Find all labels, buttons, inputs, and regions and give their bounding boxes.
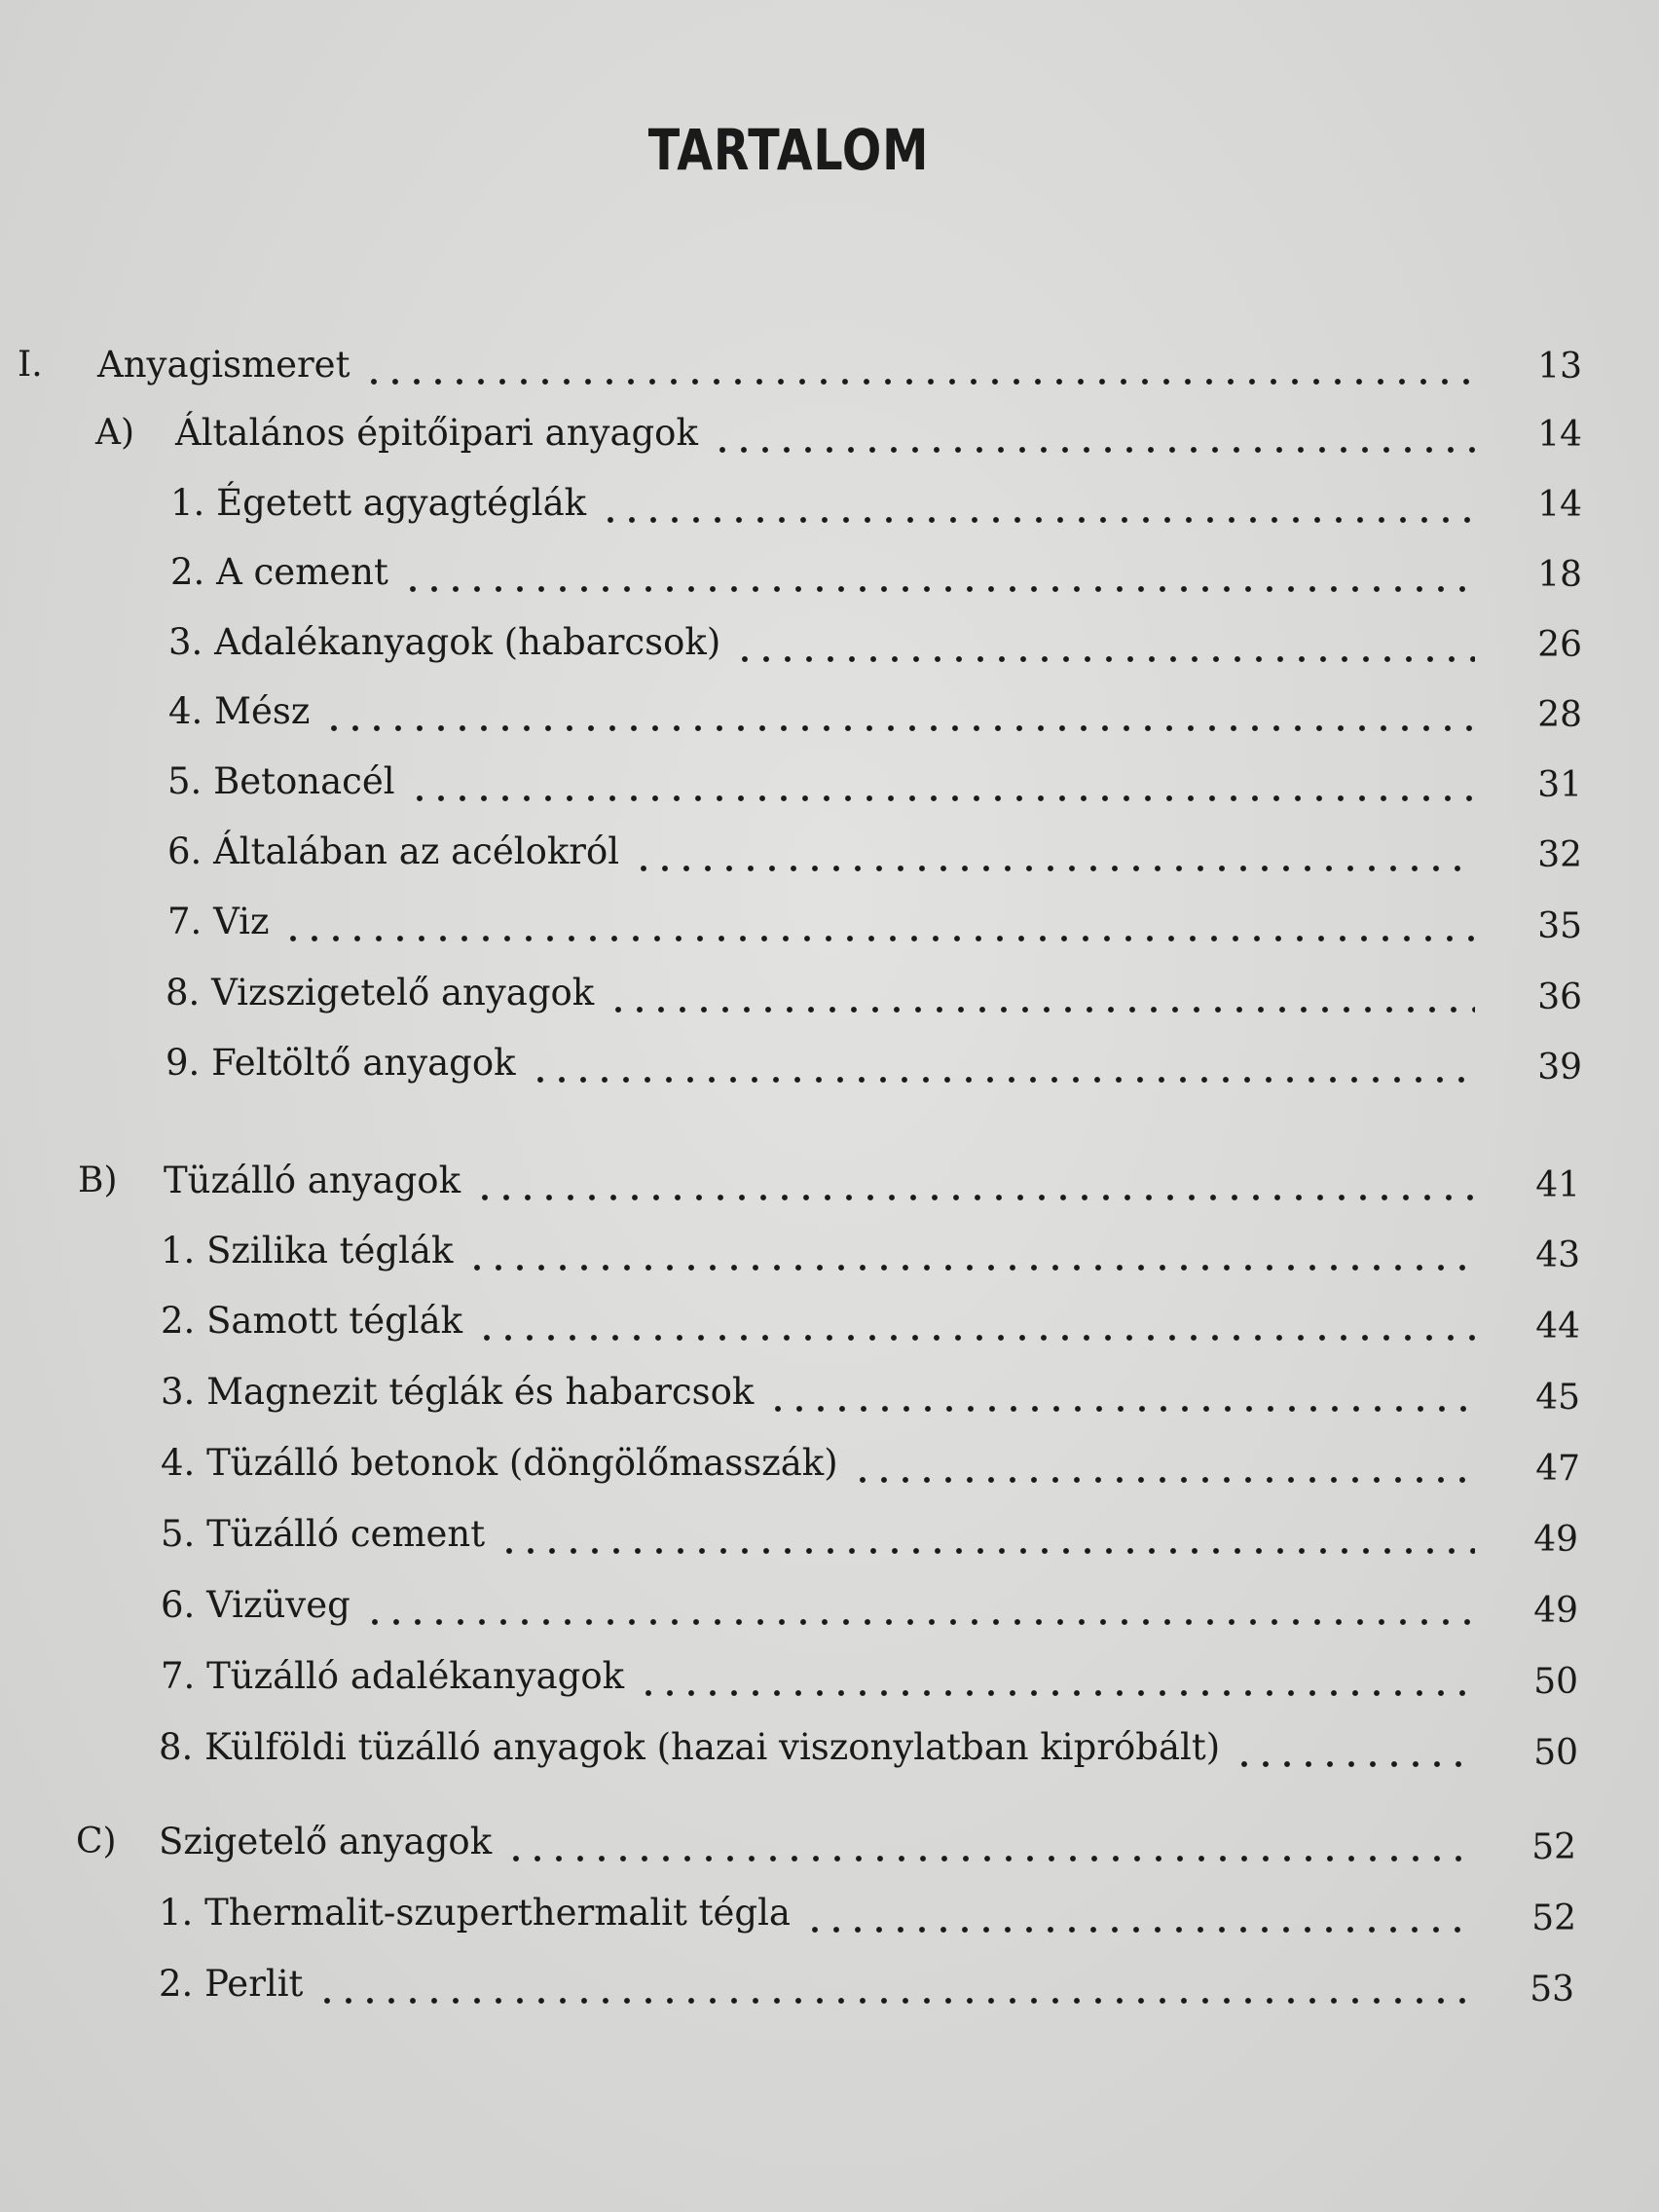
toc-page-number: 47	[1535, 1449, 1580, 1489]
toc-item-row	[166, 969, 1475, 1017]
toc-item-label: 1. Thermalit-szuperthermalit tégla	[159, 1892, 791, 1934]
toc-page-number: 50	[1533, 1662, 1578, 1702]
dot-leader	[712, 417, 1475, 456]
toc-page-number: 43	[1535, 1235, 1580, 1275]
toc-page-number: 53	[1530, 1970, 1574, 2009]
toc-page-number: 41	[1535, 1165, 1580, 1205]
toc-part-label: Anyagismeret	[97, 344, 350, 386]
toc-item-row	[166, 1039, 1475, 1088]
toc-section-label: Tüzálló anyagok	[164, 1160, 461, 1201]
dot-leader	[402, 556, 1475, 595]
toc-page-number: 32	[1537, 835, 1582, 875]
section-letter: A)	[95, 413, 135, 453]
toc-item-row	[170, 548, 1475, 597]
toc-section-row	[164, 1157, 1475, 1205]
dot-leader	[474, 1164, 1475, 1203]
dot-leader	[316, 1968, 1473, 2007]
toc-section-row	[159, 1818, 1473, 1866]
toc-item-label: 1. Égetett agyagtéglák	[170, 482, 587, 524]
toc-page-number: 13	[1537, 347, 1582, 387]
toc-item-label: 5. Tüzálló cement	[161, 1513, 486, 1555]
toc-page-number: 18	[1537, 555, 1582, 595]
toc-item-label: 7. Tüzálló adalékanyagok	[161, 1655, 625, 1697]
toc-page-number: 36	[1537, 977, 1582, 1017]
toc-item-row	[161, 1652, 1475, 1701]
dot-leader	[282, 905, 1475, 944]
toc-page-number: 35	[1537, 906, 1582, 946]
dot-leader	[852, 1447, 1475, 1486]
toc-item-label: 8. Külföldi tüzálló anyagok (hazai viszonylatban kipróbált)	[159, 1726, 1221, 1768]
toc-item-row	[161, 1439, 1475, 1488]
dot-leader	[323, 695, 1475, 734]
section-letter: B)	[78, 1161, 118, 1200]
page-title: TARTALOM	[647, 117, 930, 183]
toc-page-number: 28	[1537, 695, 1582, 735]
dot-leader	[364, 1589, 1475, 1628]
toc-item-label: 6. Általában az acélokról	[167, 830, 620, 872]
toc-page-number: 49	[1533, 1591, 1578, 1631]
section-letter: C)	[76, 1822, 117, 1862]
toc-item-row	[159, 1960, 1473, 2009]
toc-item-row	[167, 898, 1475, 946]
dot-leader	[600, 487, 1475, 526]
part-number: I.	[18, 345, 43, 385]
dot-leader	[734, 626, 1475, 665]
dot-leader	[476, 1305, 1475, 1344]
toc-item-label: 5. Betonacél	[167, 760, 395, 802]
toc-item-label: 6. Vizüveg	[161, 1584, 350, 1626]
toc-item-label: 7. Viz	[167, 901, 270, 942]
toc-page-number: 52	[1531, 1827, 1576, 1867]
toc-item-label: 2. A cement	[170, 551, 388, 593]
toc-item-label: 9. Feltöltő anyagok	[166, 1042, 516, 1084]
dot-leader	[530, 1047, 1475, 1086]
dot-leader	[1234, 1731, 1473, 1770]
toc-page-number: 49	[1533, 1520, 1578, 1560]
toc-item-row	[167, 757, 1475, 806]
toc-item-label: 3. Adalékanyagok (habarcsok)	[168, 621, 721, 663]
toc-page-number: 50	[1533, 1733, 1578, 1773]
toc-item-row	[161, 1297, 1475, 1346]
toc-page-number: 39	[1537, 1048, 1582, 1088]
dot-leader	[498, 1518, 1475, 1557]
toc-page-number: 14	[1537, 485, 1582, 525]
toc-section-row	[175, 409, 1475, 458]
toc-item-label: 3. Magnezit téglák és habarcsok	[161, 1371, 755, 1413]
toc-item-label: 2. Perlit	[159, 1963, 304, 2005]
toc-page-number: 26	[1537, 625, 1582, 665]
toc-page-number: 31	[1537, 765, 1582, 805]
toc-item-row	[168, 618, 1475, 667]
toc-item-label: 8. Vizszigetelő anyagok	[166, 972, 595, 1014]
toc-item-row	[159, 1889, 1473, 1937]
toc-item-row	[161, 1581, 1475, 1630]
toc-item-row	[159, 1723, 1473, 1772]
dot-leader	[633, 835, 1475, 874]
toc-item-label: 4. Mész	[168, 690, 311, 732]
toc-section-label: Szigetelő anyagok	[159, 1821, 493, 1862]
toc-item-row	[167, 828, 1475, 876]
toc-page-number: 44	[1535, 1307, 1580, 1346]
dot-leader	[409, 765, 1475, 804]
dot-leader	[804, 1897, 1473, 1936]
dot-leader	[363, 349, 1475, 387]
dot-leader	[466, 1235, 1475, 1273]
toc-part-row	[97, 341, 1475, 389]
dot-leader	[767, 1376, 1475, 1415]
toc-item-label: 4. Tüzálló betonok (döngölőmasszák)	[161, 1442, 838, 1484]
toc-item-row	[170, 479, 1475, 528]
toc-item-row	[161, 1368, 1475, 1417]
toc-page-number: 14	[1537, 415, 1582, 455]
dot-leader	[608, 977, 1475, 1015]
toc-item-label: 2. Samott téglák	[161, 1300, 463, 1342]
toc-item-row	[168, 687, 1475, 736]
toc-page-number: 45	[1535, 1378, 1580, 1418]
toc-page-number: 52	[1531, 1899, 1576, 1938]
dot-leader	[505, 1825, 1473, 1864]
toc-item-row	[161, 1227, 1475, 1275]
toc-section-label: Általános épitőipari anyagok	[175, 412, 698, 454]
toc-item-row	[161, 1510, 1475, 1559]
toc-item-label: 1. Szilika téglák	[161, 1230, 454, 1272]
dot-leader	[638, 1660, 1475, 1699]
